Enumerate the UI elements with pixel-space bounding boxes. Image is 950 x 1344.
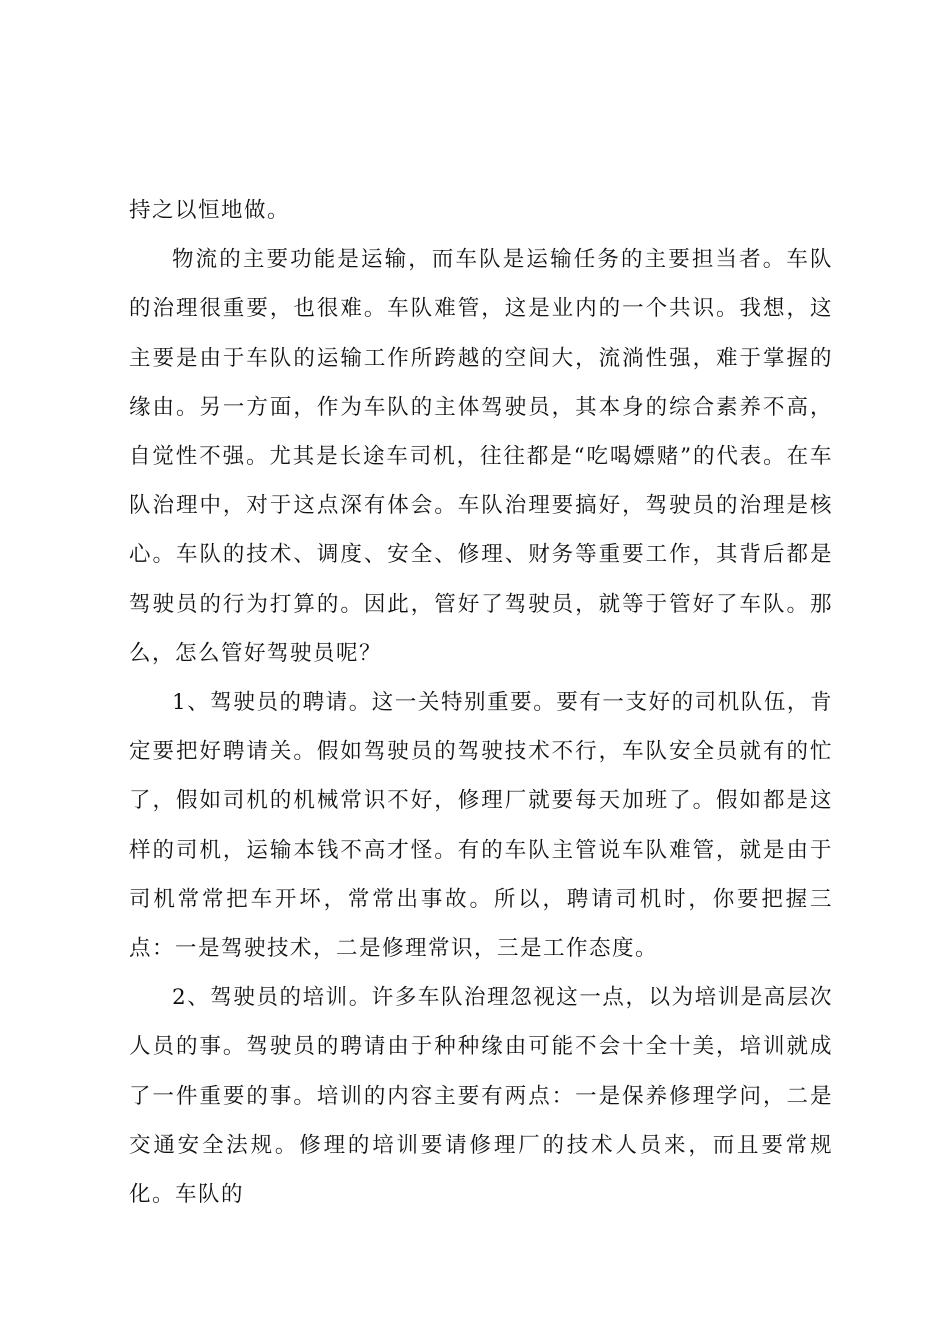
document-body (129, 186, 833, 1219)
paragraph-3: 1、驾驶员的聘请。这一关特别重要。要有一支好的司机队伍，肯定要把好聘请关。假如驾驶员的驾驶技术不行，车队安全员就有的忙了，假如司机的机械常识不好，修理厂就要每天加班了。假如都是这样的司机，运输本钱不高才怪。有的车队主管说车队难管，就是由于司机常常把车开坏，常常出事故。所以，聘请司机时，你要把握三点：一是驾驶技术，二是修理常识，三是工作态度。 (129, 690, 833, 962)
paragraph-1: 持之以恒地做。 (129, 198, 291, 223)
paragraph-4: 2、驾驶员的培训。许多车队治理忽视这一点，以为培训是高层次人员的事。驾驶员的聘请由于种种缘由可能不会十全十美，培训就成了一件重要的事。培训的内容主要有两点：一是保养修理学问，二是交通安全法规。修理的培训要请修理厂的技术人员来，而且要常规化。车队的 (129, 985, 833, 1208)
paragraph-2: 物流的主要功能是运输，而车队是运输任务的主要担当者。车队的治理很重要，也很难。车队难管，这是业内的一个共识。我想，这主要是由于车队的运输工作所跨越的空间大，流淌性强，难于掌握的缘由。另一方面，作为车队的主体驾驶员，其本身的综合素养不高，自觉性不强。尤其是长途车司机，往往都是“吃喝嫖赌”的代表。在车队治理中，对于这点深有体会。车队治理要搞好，驾驶员的治理是核心。车队的技术、调度、安全、修理、财务等重要工作，其背后都是驾驶员的行为打算的。因此，管好了驾驶员，就等于管好了车队。那么，怎么管好驾驶员呢？ (129, 247, 833, 666)
